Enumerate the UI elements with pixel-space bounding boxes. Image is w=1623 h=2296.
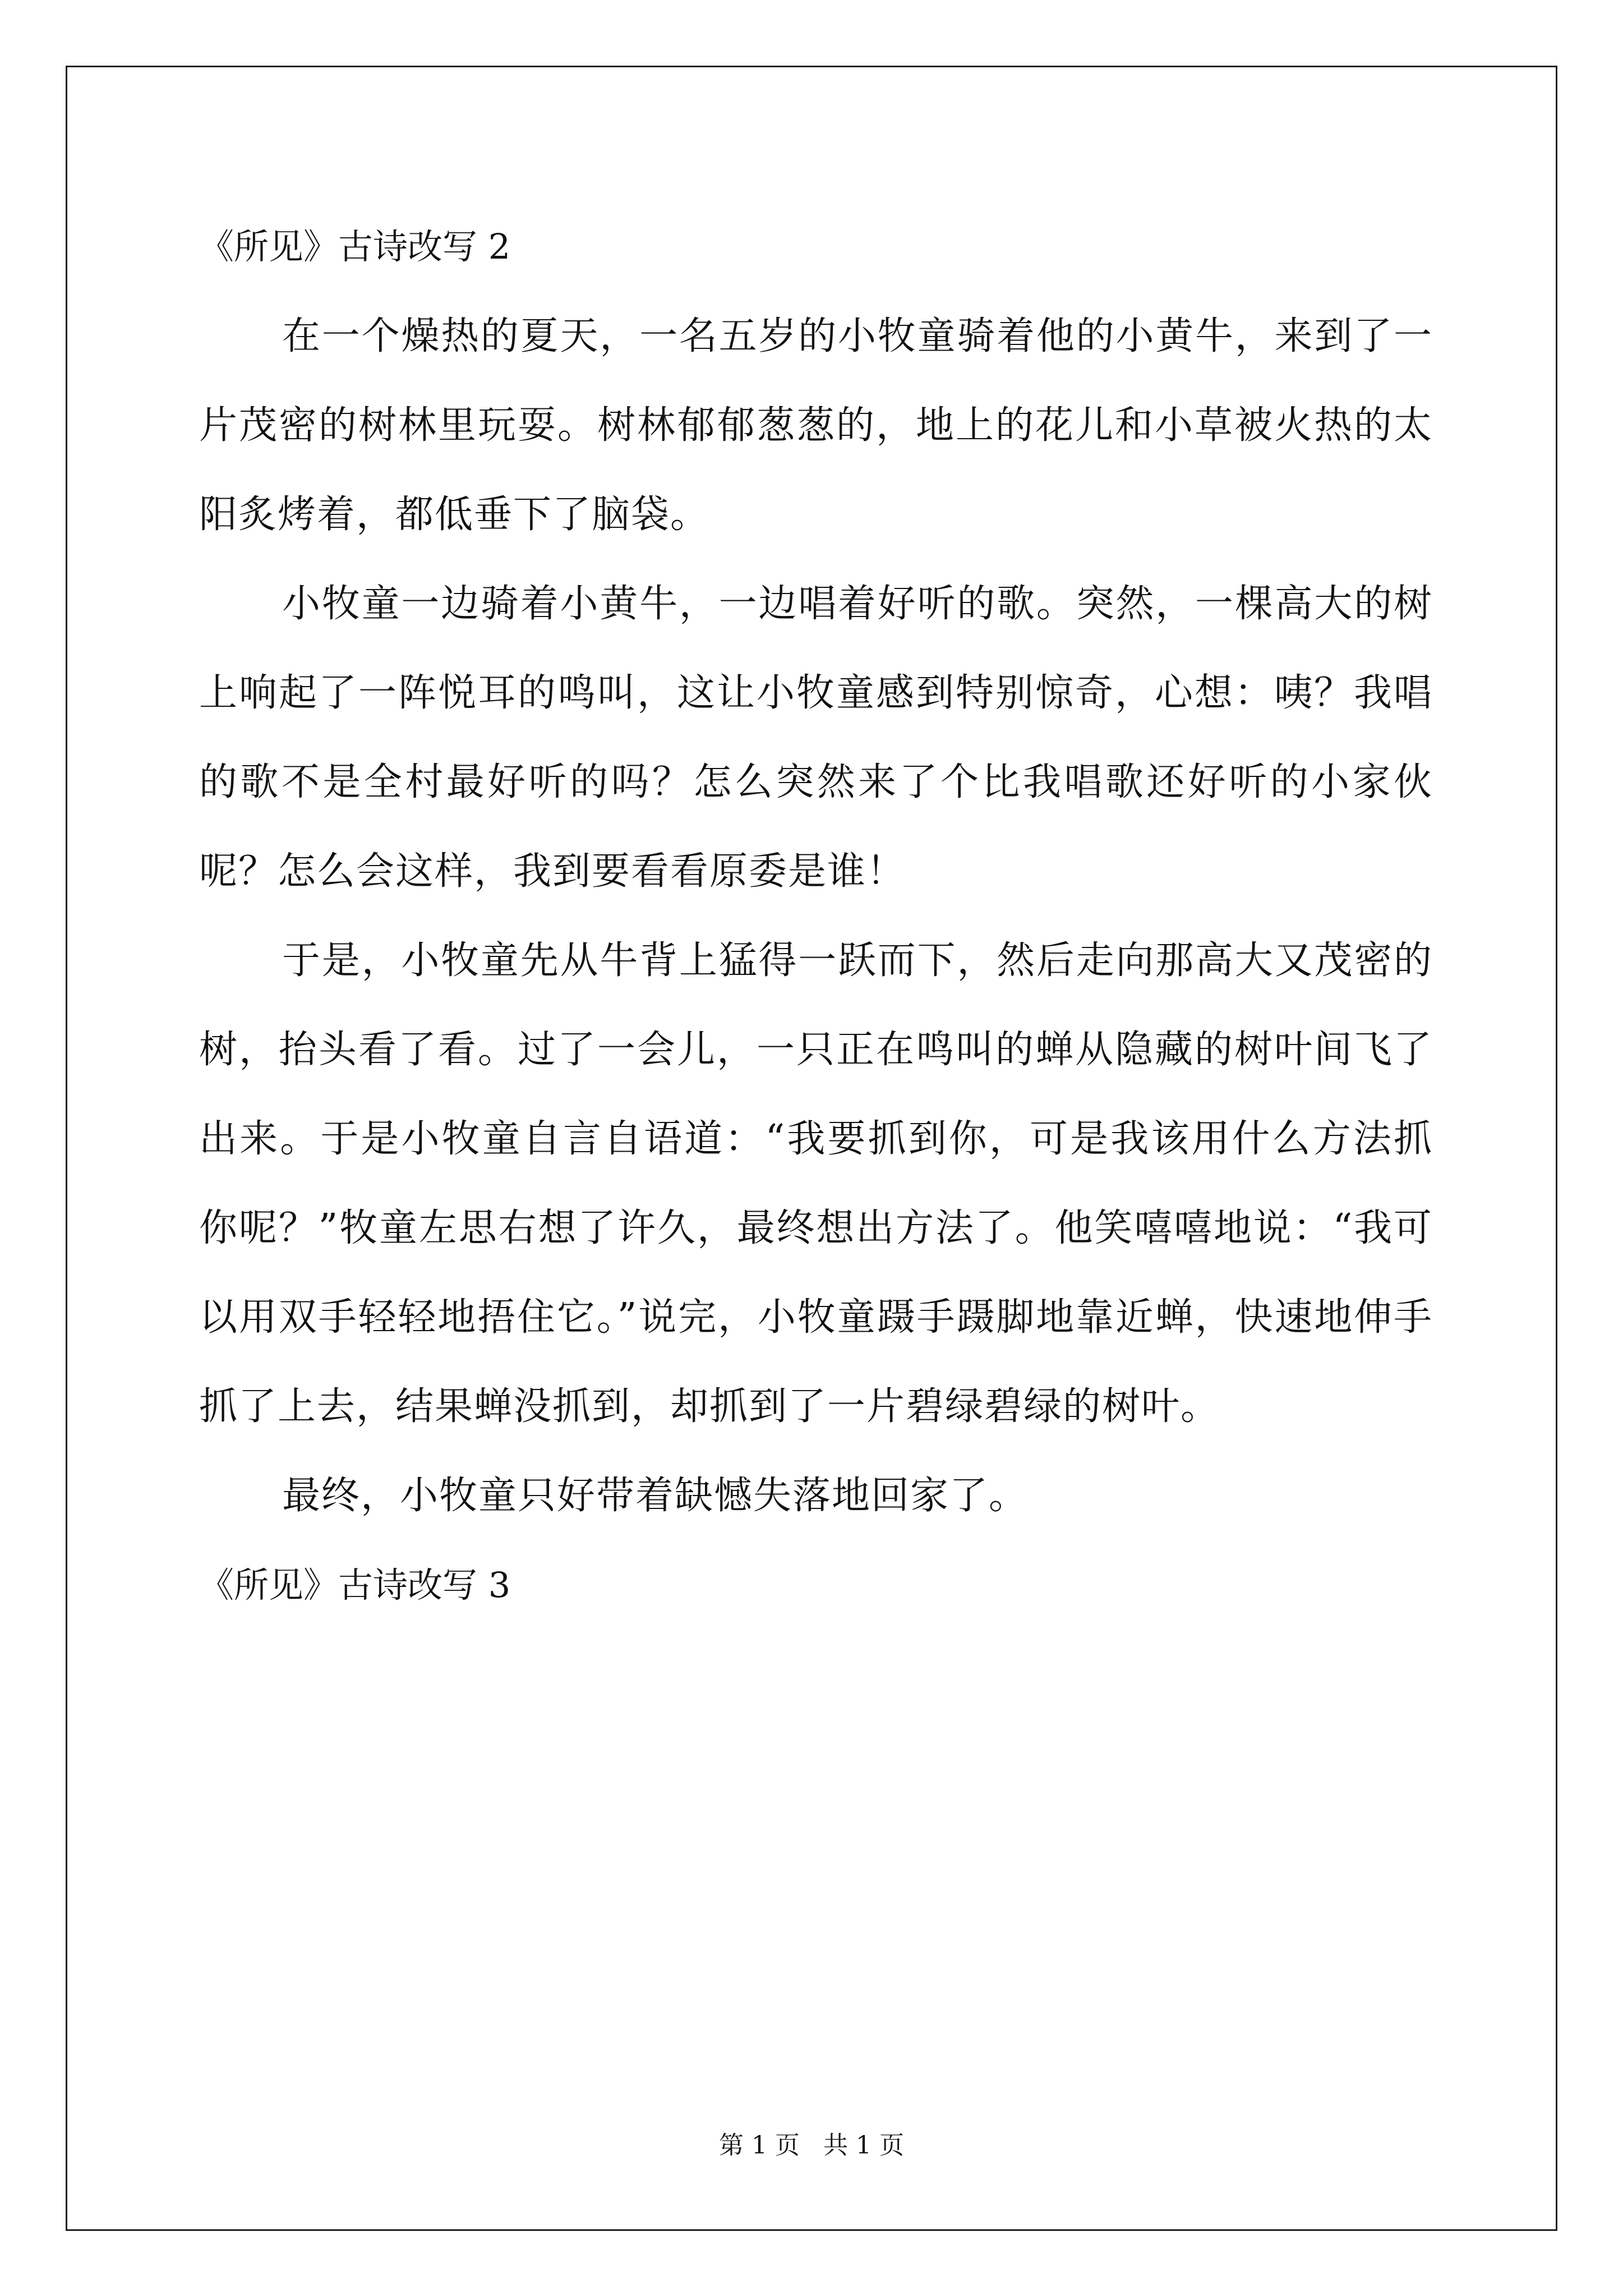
paragraph: 于是，小牧童先从牛背上猛得一跃而下，然后走向那高大又茂密的树，抬头看了看。过了一会儿，一只正在鸣叫的蝉从隐藏的树叶间飞了出来。于是小牧童自言自语道：“我要抓到你，可是我该用什么方法抓你呢？”牧童左思右想了许久，最终想出方法了。他笑嘻嘻地说：“我可以用双手轻轻地捂住它。”说完，小牧童蹑手蹑脚地靠近蝉，快速地伸手抓了上去，结果蝉没抓到，却抓到了一片碧绿碧绿的树叶。 [199, 938, 1433, 1429]
paragraph: 小牧童一边骑着小黄牛，一边唱着好听的歌。突然，一棵高大的树上响起了一阵悦耳的鸣叫，这让小牧童感到特别惊奇，心想：咦？我唱的歌不是全村最好听的吗？怎么突然来了个比我唱歌还好听的小家伙呢？怎么会这样，我到要看看原委是谁！ [199, 582, 1433, 894]
section-title: 《所见》古诗改写 2 [199, 226, 511, 267]
document-body [199, 202, 1433, 1630]
paragraph: 在一个燥热的夏天，一名五岁的小牧童骑着他的小黄牛，来到了一片茂密的树林里玩耍。树林郁郁葱葱的，地上的花儿和小草被火热的太阳炙烤着，都低垂下了脑袋。 [199, 314, 1433, 537]
paragraph: 最终，小牧童只好带着缺憾失落地回家了。 [282, 1474, 1029, 1518]
page-footer: 第 1 页 共 1 页 [719, 2131, 904, 2160]
section-title: 《所见》古诗改写 3 [199, 1565, 511, 1605]
